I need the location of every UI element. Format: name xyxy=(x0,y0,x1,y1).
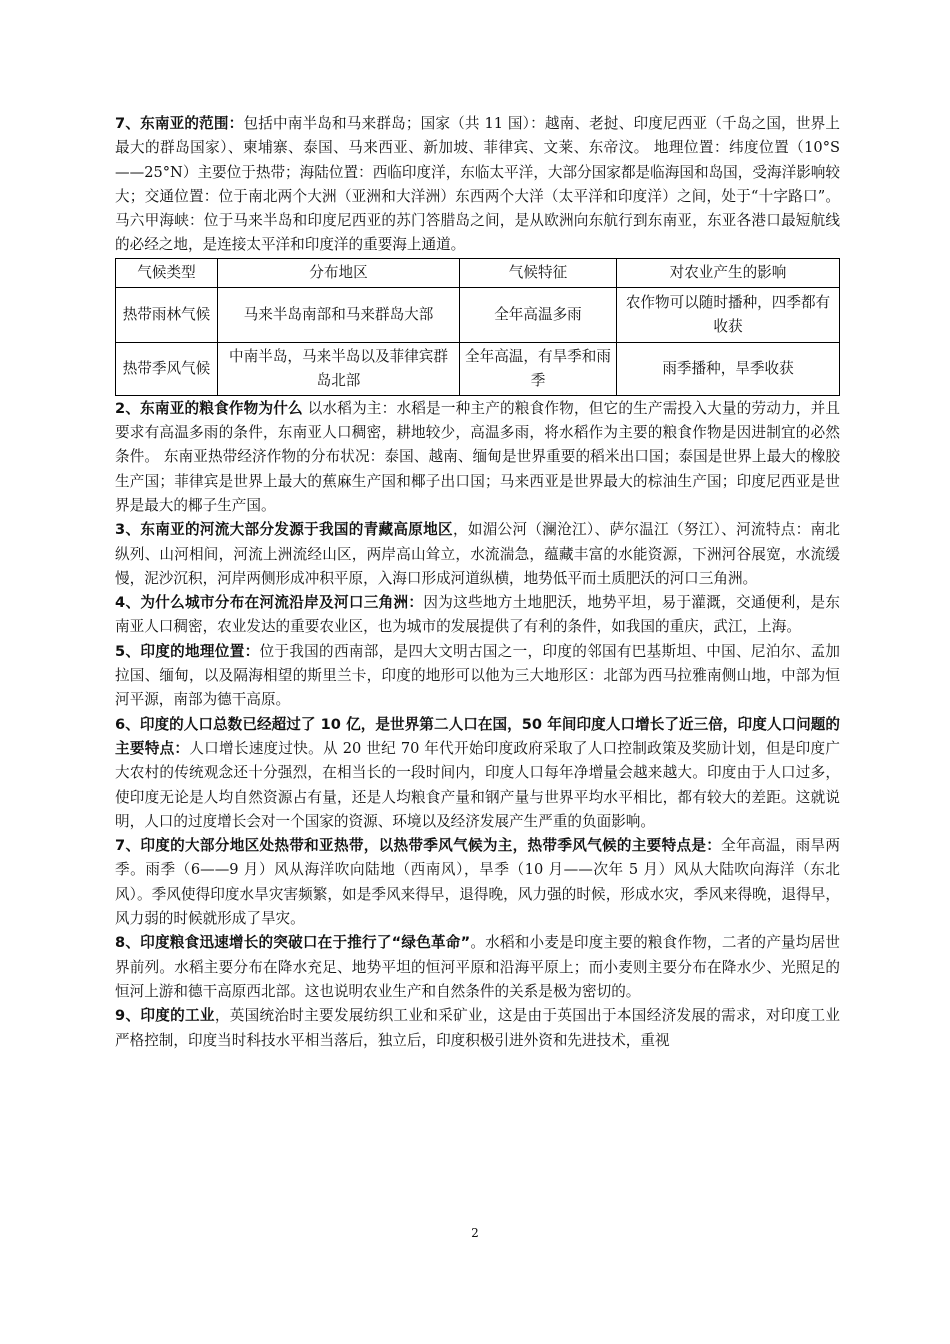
section-heading: 6、印度的人口总数已经超过了 10 亿，是世界第二人口在国，50 年间印度人口增长了近三倍，印度人口问题的主要特点： xyxy=(115,715,840,757)
table-cell: 热带季风气候 xyxy=(116,342,218,395)
section-3-rivers xyxy=(115,518,840,591)
section-8-green-revolution xyxy=(115,931,840,1004)
section-body: 以水稻为主：水稻是一种主产的粮食作物，但它的生产需投入大量的劳动力，并且要求有高温多雨的条件，东南亚人口稠密，耕地较少，高温多雨，将水稻作为主要的粮食作物是因进制宜的必然条件。 东南亚热带经济作物的分布状况：泰国、越南、缅甸是世界重要的稻米出口国；泰国是世界上最大的橡胶生产国；菲律宾是世界上最大的蕉麻生产国和椰子出口国；马来西亚是世界最大的棕油生产国；印度尼西亚是世界是最大的椰子生产国。 xyxy=(115,399,840,514)
section-6-india-population xyxy=(115,713,840,834)
table-header-cell: 气候类型 xyxy=(116,258,218,287)
section-4-cities xyxy=(115,591,840,640)
section-heading: 7、东南亚的范围： xyxy=(115,115,244,132)
section-body: 人口增长速度过快。从 20 世纪 70 年代开始印度政府采取了人口控制政策及奖励计划，但是印度广大农村的传统观念还十分强烈，在相当长的一段时间内，印度人口每年净增量会越来越大。印度由于人口过多，使印度无论是人均自然资源占有量，还是人均粮食产量和钢产量与世界平均水平相比，都有较大的差距。这就说明，人口的过度增长会对一个国家的资源、环境以及经济发展产生严重的负面影响。 xyxy=(115,739,840,830)
table-row xyxy=(116,342,840,395)
table-cell: 马来半岛南部和马来群岛大部 xyxy=(218,287,460,342)
section-body: 包括中南半岛和马来群岛；国家（共 11 国）：越南、老挝、印度尼西亚（千岛之国，世界上最大的群岛国家）、柬埔寨、泰国、马来西亚、新加坡、菲律宾、文莱、东帝汶。 地理位置：纬度位置（10°S——25°N）主要位于热带；海陆位置：西临印度洋，东临太平洋，大部分国家都是临海国和岛国，受海洋影响较大；交通位置：位于南北两个大洲（亚洲和大洋洲）东西两个大洋（太平洋和印度洋）之间，处于“十字路口”。 马六甲海峡：位于马来半岛和印度尼西亚的苏门答腊岛之间，是从欧洲向东航行到东南亚，东亚各港口最短航线的必经之地，是连接太平洋和印度洋的重要海上通道。 xyxy=(115,115,840,254)
climate-table xyxy=(115,258,840,396)
section-body: 因为这些地方土地肥沃，地势平坦，易于灌溉，交通便利，是东南亚人口稠密，农业发达的重要农业区，也为城市的发展提供了有利的条件，如我国的重庆，武江，上海。 xyxy=(115,594,840,636)
table-cell: 全年高温，有旱季和雨季 xyxy=(460,342,617,395)
page-number: 2 xyxy=(471,1226,479,1240)
section-7-southeast-asia-scope xyxy=(115,112,840,258)
table-cell: 农作物可以随时播种，四季都有收获 xyxy=(617,287,840,342)
table-header-cell: 分布地区 xyxy=(218,258,460,287)
table-header-cell: 对农业产生的影响 xyxy=(617,258,840,287)
table-cell: 中南半岛，马来半岛以及菲律宾群岛北部 xyxy=(218,342,460,395)
section-heading: 3、东南亚的河流大部分发源于我国的青藏高原地区 xyxy=(115,521,453,539)
section-heading: 5、印度的地理位置： xyxy=(115,642,260,660)
section-body: ，英国统治时主要发展纺织工业和采矿业，这是由于英国出于本国经济发展的需求，对印度工业严格控制，印度当时科技水平相当落后，独立后，印度积极引进外资和先进技术，重视 xyxy=(115,1007,840,1049)
table-cell: 全年高温多雨 xyxy=(460,287,617,342)
section-7-india-climate xyxy=(115,834,840,931)
section-9-india-industry xyxy=(115,1004,840,1053)
table-cell: 热带雨林气候 xyxy=(116,287,218,342)
document-page xyxy=(115,112,840,1053)
table-header-cell: 气候特征 xyxy=(460,258,617,287)
section-heading: 4、为什么城市分布在河流沿岸及河口三角洲： xyxy=(115,594,424,612)
section-body: 位于我国的西南部，是四大文明古国之一，印度的邻国有巴基斯坦、中国、尼泊尔、孟加拉国、缅甸，以及隔海相望的斯里兰卡，印度的地形可以他为三大地形区：北部为西马拉雅南侧山地，中部为恒河平源，南部为德干高原。 xyxy=(115,642,840,709)
section-heading: 9、印度的工业 xyxy=(115,1007,215,1025)
table-cell: 雨季播种，旱季收获 xyxy=(617,342,840,395)
table-header-row xyxy=(116,258,840,287)
section-2-food-crops xyxy=(115,397,840,518)
section-heading: 7、印度的大部分地区处热带和亚热带，以热带季风气候为主，热带季风气候的主要特点是： xyxy=(115,837,722,855)
section-heading: 2、东南亚的粮食作物为什么 xyxy=(115,399,303,417)
section-heading: 8、印度粮食迅速增长的突破口在于推行了“绿色革命” xyxy=(115,934,471,952)
section-body: 全年高温，雨旱两季。雨季（6——9 月）风从海洋吹向陆地（西南风），旱季（10 月——次年 5 月）风从大陆吹向海洋（东北风）。季风使得印度水旱灾害频繁，如是季风来得早，退得晚，风力强的时候，形成水灾，季风来得晚，退得早，风力弱的时候就形成了旱灾。 xyxy=(115,837,840,928)
section-5-india-location xyxy=(115,640,840,713)
table-row xyxy=(116,287,840,342)
section-body: ，如湄公河（澜沧江）、萨尔温江（努江）、河流特点：南北纵列、山河相间，河流上洲流经山区，两岸高山耸立，水流湍急，蕴藏丰富的水能资源，下洲河谷展宽，水流缓慢，泥沙沉积，河岸两侧形成冲积平原，入海口形成河道纵横，地势低平而土质肥沃的河口三角洲。 xyxy=(115,521,840,587)
section-body: 。水稻和小麦是印度主要的粮食作物，二者的产量均居世界前列。水稻主要分布在降水充足、地势平坦的恒河平原和沿海平原上；而小麦则主要分布在降水少、光照足的恒河上游和德干高原西北部。这也说明农业生产和自然条件的关系是极为密切的。 xyxy=(115,934,840,1000)
